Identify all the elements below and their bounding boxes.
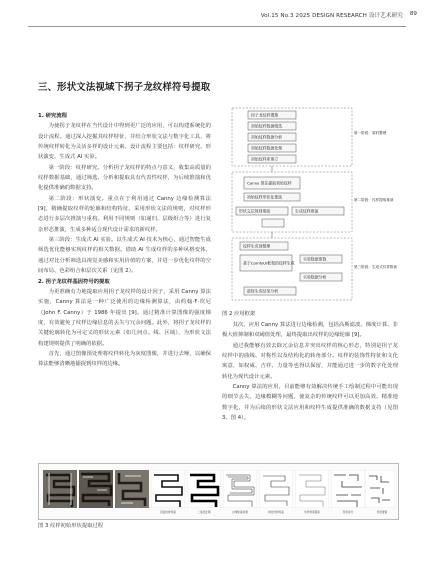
pattern-image-tile bbox=[223, 470, 257, 514]
tile-label: 边缘轮廓检测 bbox=[232, 511, 248, 514]
tile-label: 纹样骨架提取 bbox=[304, 511, 320, 514]
header-rule bbox=[28, 26, 406, 27]
edge-pattern-image bbox=[223, 470, 257, 508]
binary-pattern-image bbox=[187, 470, 221, 508]
flow-box-label: 实验数据参数 bbox=[303, 256, 327, 262]
refined-pattern-image bbox=[259, 470, 293, 508]
flow-box-label: Canny 算法提取初始纹样 bbox=[247, 180, 292, 186]
flow-box-label: 初始纹样形状化推演 bbox=[247, 194, 283, 200]
paragraph: 第三阶段：生成式 AI 实验。以生成式 AI 技术为核心，通过智能生成筛选优化能够实现纹样的相关数据。借助 AI 生成纹样的多种风格变体，通过对比分析筛选具视觉美感和实用价值的方案，并进一步优化纹样的空间布局、色彩组合和层次关系（见图 2）。 bbox=[38, 237, 211, 275]
figure-3-caption: 图 3 纹样初始形状提取过程 bbox=[38, 523, 104, 529]
left-column bbox=[38, 111, 211, 370]
page-number: 89 bbox=[409, 11, 417, 17]
tile-label: 形状要素 bbox=[376, 511, 388, 514]
flow-box-label: 初始纹样库建立 bbox=[251, 156, 279, 162]
flow-box-small bbox=[262, 219, 284, 227]
pattern-image-tile bbox=[365, 470, 395, 514]
dragon-pattern-image bbox=[115, 470, 149, 508]
tile-label: 细化纹样轮廓 bbox=[268, 511, 284, 514]
flowchart-svg bbox=[222, 105, 398, 305]
journal-running-title: Vol.15 No.3 2025 DESIGN RESEARCH 设计艺术研究 bbox=[260, 13, 403, 19]
skeleton-pattern-image bbox=[295, 470, 329, 508]
flow-box-label: 生成纹样推演 bbox=[295, 208, 319, 214]
tile-label: 形状拆分 bbox=[342, 511, 354, 514]
flow-box-label: 纹样生成预整理 bbox=[243, 243, 271, 249]
flow-box-label: 最终生成结果分析 bbox=[247, 288, 279, 294]
tile-label: 初始纹样轮廓 bbox=[160, 511, 176, 514]
outline-pattern-image bbox=[151, 470, 185, 508]
pattern-image-tile bbox=[331, 470, 365, 514]
pattern-image-tile bbox=[187, 470, 221, 514]
stage-label: 第一阶段：原料整理 bbox=[354, 131, 387, 135]
figure-2-flowchart bbox=[222, 105, 398, 305]
paragraph: 第二阶段：形状演变。重点在于利用通过 Canny 边缘检测算法 [9]，精确提取纹样的轮廓和结构特征。采用形状文法的规则，对纹样形态进行多层次推演与重构。利用不同规则（如递归、层级组合等）进行复杂形态推演，生成多种适合现代设计需求的新纹样。 bbox=[38, 195, 211, 233]
pattern-image-tile bbox=[79, 470, 113, 508]
tile-label: 二值化处理 bbox=[197, 511, 211, 514]
section-title: 三、形状文法视域下拐子龙纹样符号提取 bbox=[38, 82, 211, 93]
flow-box-label: 初始纹样数据分析 bbox=[251, 134, 283, 140]
pattern-image-tile bbox=[259, 470, 293, 514]
flow-box-label: 拐子龙纹样搜集 bbox=[251, 112, 279, 118]
flow-box-label: 实验数据分析 bbox=[303, 274, 327, 280]
subsection-heading: 2. 拐子龙纹样基因符号的提取 bbox=[38, 278, 110, 285]
paragraph: Canny 算法的应用，目前能够有效解决传统手工绘制过程中可能出现的细节丢失、边缘模糊等问题，使复杂的传统纹样可以更加高效、精准地数字化，并为后续的形状文法应用和纹样生成提供准确的数据支持（见图 3、图 4）。 bbox=[222, 384, 398, 422]
figure-3-image-strip bbox=[38, 463, 399, 520]
paragraph: 为使拐子龙纹样在当代设计中得到更广泛的应用，可以构建系统化的设计流程。通过深入挖掘其纹样特征，并结合形状文法与数字化工具，将传统纹样转化为灵活多样的设计元素。设计流程主要包括：纹样研究、形状演变、生成式 AI 实验。 bbox=[38, 123, 211, 161]
right-column bbox=[222, 320, 398, 423]
flow-box-label: 初始纹样数据处理 bbox=[251, 145, 283, 151]
flow-box-label: 初始纹样数据筛选 bbox=[251, 123, 283, 129]
paragraph: 通过我能够有效去除冗余信息并突出纹样的核心形态，特别是拐子龙纹样中的曲线、对称性以及结构化的转角部分。纹样的装饰性特征和文化寓意，如权威、吉祥、力量等也得以保留，并能通过进一步的数字化处理转化为现代设计元素。 bbox=[222, 342, 398, 380]
paragraph: 首先，通过图像预处理将纹样转化为灰度图像，并进行去噪，以确保算法能够清晰地捕捉到纹样的边缘。 bbox=[38, 350, 211, 368]
pattern-image-tile bbox=[151, 470, 185, 514]
dragon-pattern-image bbox=[79, 470, 113, 508]
paragraph: 为更准确有力地提取应用拐子龙纹样的设计因子，采用 Canny 算法实施，Canny 算法是一种广泛使用的边缘检测算法，由约翰·F·坎尼（John F. Canny）于 1986 年提出 [9]。通过精准计算图像的强度梯度，有效避免了纹样边缘信息的丢失与冗余问题。此外，将拐子龙纹样的关键轮廓转化为可定义的形状元素（如几何点、线、区域），为形状文法构建规则提供了明确的依据。 bbox=[38, 288, 211, 347]
pattern-image-tile bbox=[115, 470, 149, 508]
stage-label: 第三阶段：生成式纹样推演 bbox=[354, 265, 398, 269]
split-shape-image bbox=[331, 470, 365, 508]
dragon-pattern-image bbox=[43, 470, 77, 508]
stage-label: 第二阶段：纹样提取推演 bbox=[354, 198, 394, 202]
figure-2-caption: 图 2 应用框架 bbox=[222, 311, 256, 317]
running-header bbox=[0, 10, 427, 22]
pattern-image-tile bbox=[295, 470, 329, 514]
shape-elements-image bbox=[365, 470, 395, 508]
paragraph: 第一阶段：纹样研究。分析拐子龙纹样的特点与意义，收集高质量的纹样数据基础，通过筛选、分析和提取具有代表性纹样，为后续推演和优化提供准确的数据支持。 bbox=[38, 164, 211, 192]
subsection-heading: 1. 研究流程 bbox=[38, 113, 67, 119]
pattern-image-tile bbox=[43, 470, 77, 508]
flow-box-label: 基于ComfyUI框架的纹样生成 bbox=[243, 260, 295, 266]
flow-box-label: 形状文法规则推演 bbox=[239, 208, 271, 214]
paragraph: 其次，应用 Canny 算法进行边缘检测，包括高斯滤波、梯度计算、非极大值抑制和双阈值处理，最终提取出纹样的边缘轮廓 [9]。 bbox=[222, 322, 398, 339]
